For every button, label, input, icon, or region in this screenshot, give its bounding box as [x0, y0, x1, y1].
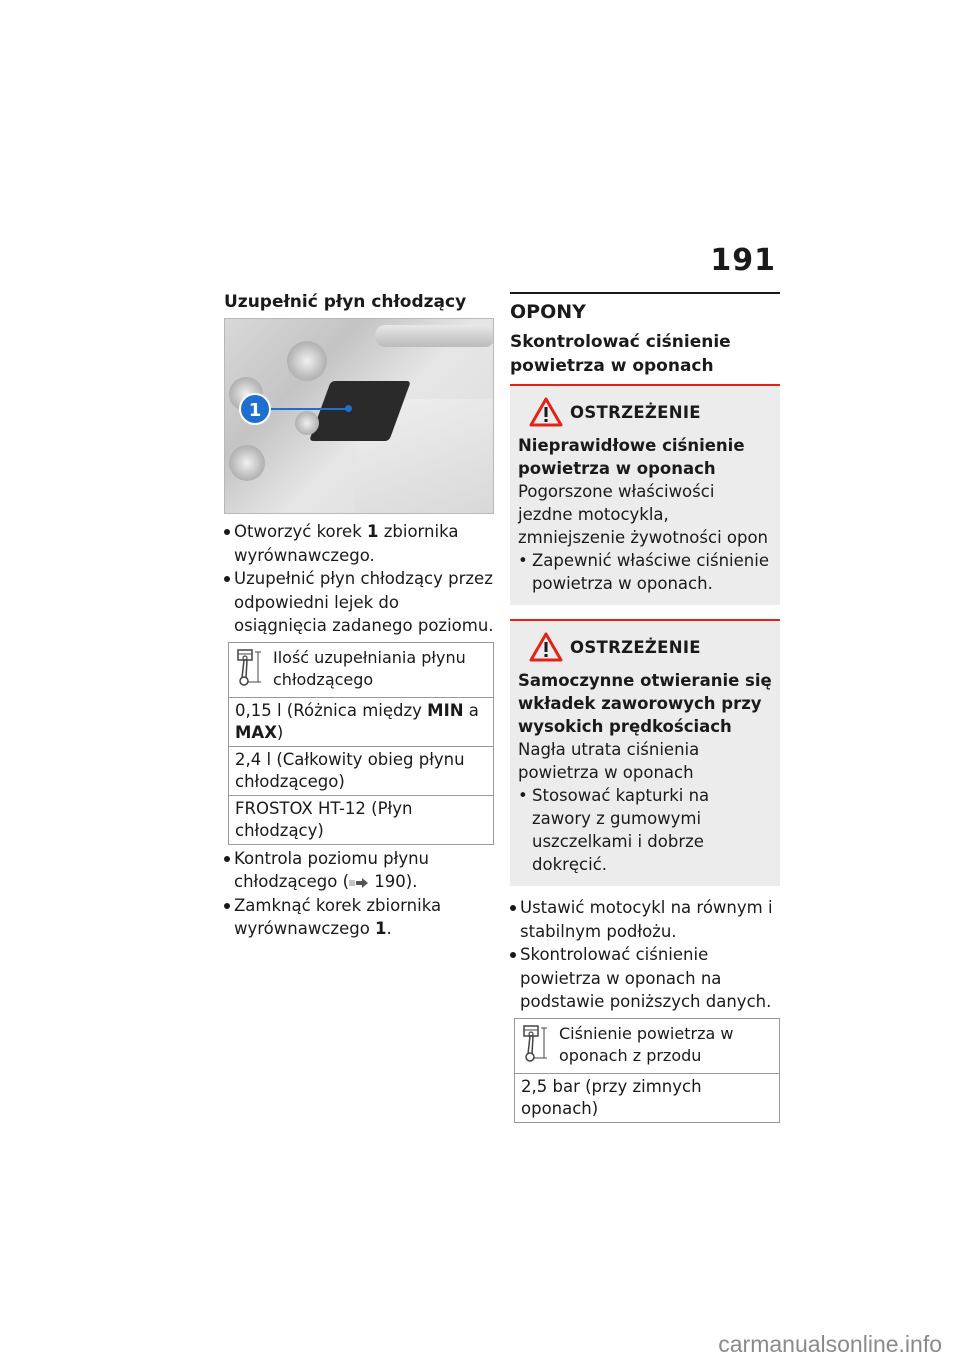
spec-row: FROSTOX HT-12 (Płyn chłodzący) [235, 798, 413, 840]
spec-table-header [229, 643, 493, 698]
callout-dot [345, 405, 352, 412]
warning-box [510, 619, 780, 886]
spec-text: ) [276, 722, 284, 742]
spec-text: 0,15 l (Różnica między [235, 700, 428, 720]
tire-steps [510, 896, 780, 1014]
figure-nut [295, 411, 319, 435]
engine-piston-icon [521, 1023, 551, 1063]
section-title-coolant: Uzupełnić płyn chłodzący [224, 292, 467, 312]
right-column [510, 292, 780, 1123]
step-text: Kontrola poziomu płynu chłodzącego ( [234, 848, 430, 891]
figure-handlebar [375, 325, 494, 347]
coolant-steps-b [224, 847, 494, 941]
coolant-steps-a [224, 520, 494, 638]
list-item: Ustawić motocykl na równym i stabilnym podłożu. [510, 896, 780, 943]
step-text: Uzupełnić płyn chłodzący przez odpowiedni lejek do osiągnięcia zadanego poziomu. [234, 569, 494, 635]
spec-row: 2,4 l (Całkowity obieg płynu chłodzącego) [229, 747, 493, 796]
spec-table-header [515, 1019, 779, 1074]
figure-bolt [229, 445, 265, 481]
engine-piston-icon [235, 647, 265, 687]
list-item [224, 894, 494, 941]
warning-body: Pogorszone właściwości jezdne motocykla, zmniejszenie żywotności opon [518, 482, 769, 547]
spec-row: 2,5 bar (przy zimnych oponach) [521, 1076, 702, 1118]
spec-max-label: MAX [235, 722, 277, 742]
list-item [224, 520, 494, 567]
step-text: . [386, 919, 392, 938]
warning-label: OSTRZEŻENIE [570, 637, 701, 657]
warning-actions [518, 549, 772, 595]
warning-action: • Zapewnić właściwe ciśnienie powietrza w oponach. [518, 549, 772, 595]
list-item [224, 567, 494, 638]
step-ref-bold: 1 [375, 919, 387, 938]
warning-triangle-icon [528, 396, 564, 428]
page-number: 191 [710, 243, 776, 278]
warning-action: • Stosować kapturki na zawory z gumowymi uszczelkami i dobrze dokręcić. [518, 784, 772, 876]
spec-header-label: Ilość uzupełniania płynu chłodzącego [273, 647, 466, 689]
left-column [224, 290, 494, 941]
warning-header [528, 631, 772, 663]
arrow-reference-icon [349, 878, 369, 888]
step-ref-bold: 1 [367, 522, 379, 541]
page-reference[interactable]: 190). [369, 872, 418, 891]
callout-line [271, 408, 347, 410]
coolant-reservoir-figure [224, 318, 494, 514]
warning-label: OSTRZEŻENIE [570, 402, 701, 422]
warning-body: Nagła utrata ciśnienia powietrza w oponach [518, 740, 700, 782]
step-text: Otworzyć korek [234, 522, 368, 541]
warning-box [510, 384, 780, 605]
spec-row [229, 698, 493, 747]
warning-headline: Nieprawidłowe ciśnienie powietrza w oponach [518, 436, 745, 478]
figure-bolt [287, 341, 327, 381]
spec-text: a [463, 700, 479, 720]
coolant-spec-table [228, 642, 494, 845]
watermark: carmanualsonline.info [718, 1331, 942, 1357]
warning-actions [518, 784, 772, 876]
warning-header [528, 396, 772, 428]
step-text: Zamknąć korek zbiornika wyrównawczego [234, 895, 442, 938]
section-title-tire-pressure: Skontrolować ciśnienie powietrza w oponach [510, 332, 731, 376]
list-item [224, 847, 494, 894]
callout-badge-1: 1 [239, 393, 271, 425]
spec-header-label: Ciśnienie powietrza w oponach z przodu [559, 1023, 734, 1065]
tire-pressure-spec-table [514, 1018, 780, 1123]
warning-triangle-icon [528, 631, 564, 663]
list-item: Skontrolować ciśnienie powietrza w oponach na podstawie poniższych danych. [510, 943, 780, 1014]
step-text: zbiornika wyrównawczego. [234, 522, 459, 565]
warning-headline: Samoczynne otwieranie się wkładek zaworowych przy wysokich prędkościach [518, 671, 772, 736]
chapter-title: OPONY [510, 292, 780, 326]
spec-min-label: MIN [427, 700, 464, 720]
